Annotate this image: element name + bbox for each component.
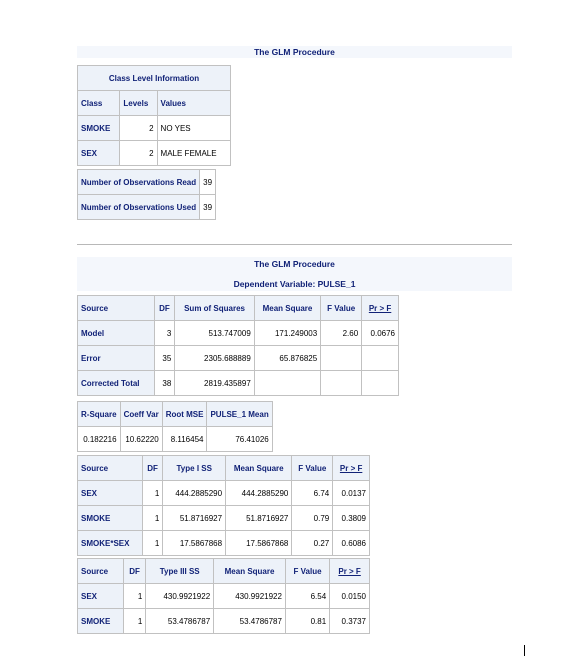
type1-table (77, 455, 370, 556)
page-divider (77, 244, 512, 245)
column-header: Values (157, 91, 230, 116)
column-header: Pr > F (333, 456, 370, 481)
observations-table (77, 169, 216, 220)
column-header: Type I SS (163, 456, 226, 481)
table-row: SEX 1 430.9921922 430.9921922 6.54 0.0150 (78, 584, 370, 609)
procedure-title: The GLM Procedure (254, 259, 335, 269)
table-row: SEX 1 444.2885290 444.2885290 6.74 0.0137 (78, 481, 370, 506)
column-header: Levels (120, 91, 157, 116)
table-row: Corrected Total 38 2819.435897 (78, 371, 399, 396)
table-row: Number of Observations Used 39 (78, 195, 216, 220)
column-header: Coeff Var (120, 402, 162, 427)
column-header: Source (78, 456, 143, 481)
column-header: DF (154, 296, 175, 321)
column-header: Source (78, 296, 155, 321)
table-row: SMOKE 1 51.8716927 51.8716927 0.79 0.3809 (78, 506, 370, 531)
table-row: SMOKE*SEX 1 17.5867868 17.5867868 0.27 0.6086 (78, 531, 370, 556)
anova-table (77, 295, 399, 396)
column-header: Pr > F (362, 296, 399, 321)
column-header: Class (78, 91, 120, 116)
column-header: Mean Square (254, 296, 320, 321)
table-row: Number of Observations Read 39 (78, 170, 216, 195)
column-header: Sum of Squares (175, 296, 254, 321)
column-header: Root MSE (162, 402, 207, 427)
class-level-table (77, 65, 231, 166)
procedure-header (77, 257, 512, 291)
column-header: DF (142, 456, 163, 481)
column-header: F Value (285, 559, 329, 584)
column-header: DF (123, 559, 145, 584)
table-row: SMOKE 1 53.4786787 53.4786787 0.81 0.3737 (78, 609, 370, 634)
column-header: F Value (292, 456, 333, 481)
table-row: SEX 2 MALE FEMALE (78, 141, 231, 166)
table-row: Model 3 513.747009 171.249003 2.60 0.0676 (78, 321, 399, 346)
column-header: Mean Square (214, 559, 286, 584)
column-header: Mean Square (226, 456, 292, 481)
type3-table (77, 558, 370, 634)
column-header: Type III SS (146, 559, 214, 584)
table-row: 0.182216 10.62220 8.116454 76.41026 (78, 427, 273, 452)
table-row: SMOKE 2 NO YES (78, 116, 231, 141)
dependent-variable-label: Dependent Variable: PULSE_1 (233, 279, 356, 289)
column-header: PULSE_1 Mean (207, 402, 272, 427)
column-header: F Value (321, 296, 362, 321)
table-row: Error 35 2305.688889 65.876825 (78, 346, 399, 371)
table-title: Class Level Information (78, 66, 231, 91)
column-header: R-Square (78, 402, 121, 427)
fit-statistics-table (77, 401, 273, 452)
column-header: Source (78, 559, 124, 584)
column-header: Pr > F (330, 559, 370, 584)
text-cursor (524, 645, 525, 656)
procedure-title: The GLM Procedure (77, 46, 512, 58)
